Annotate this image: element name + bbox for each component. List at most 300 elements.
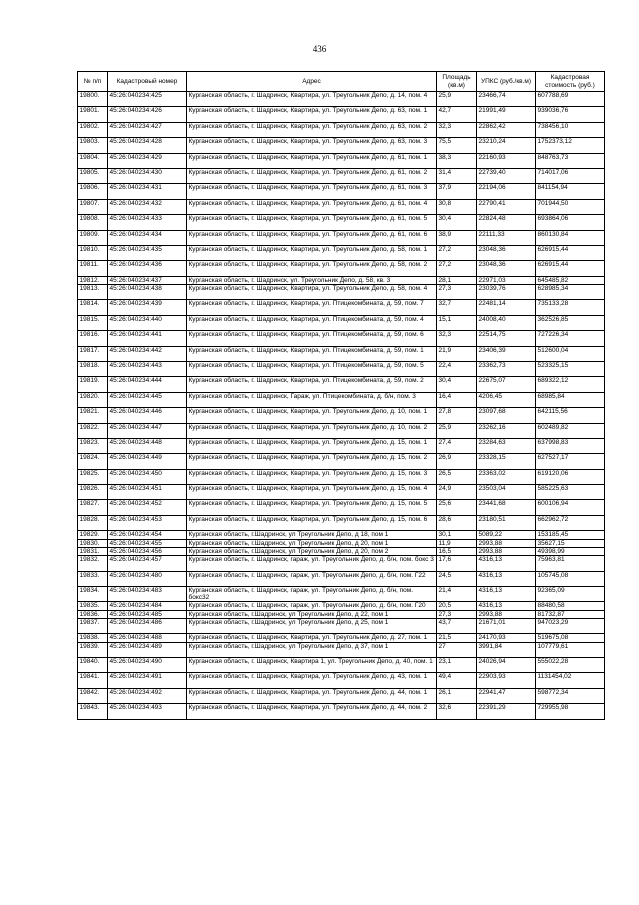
header-row-number: № п/п [78, 72, 108, 92]
cell-upks: 21991,49 [477, 107, 536, 122]
cell-cadastral-value: 841154,94 [536, 184, 605, 199]
cell-row-number: 19827. [78, 500, 108, 515]
cell-upks: 22941,47 [477, 688, 536, 703]
cell-cadastral-number: 45:26:040234:425 [108, 92, 187, 107]
cell-row-number: 19831. [78, 547, 108, 555]
cell-cadastral-number: 45:26:040234:457 [108, 556, 187, 571]
cell-address: Курганская область, г. Шадринск, Квартира, ул. Птицекомбината, д. 59, пом. 6 [187, 331, 437, 346]
cell-area: 32,6 [437, 704, 477, 719]
cell-cadastral-number: 45:26:040234:491 [108, 673, 187, 688]
cell-area: 27,2 [437, 261, 477, 276]
cell-row-number: 19802. [78, 122, 108, 137]
cell-cadastral-number: 45:26:040234:439 [108, 300, 187, 315]
cell-cadastral-value: 729955,98 [536, 704, 605, 719]
cell-area: 26,1 [437, 688, 477, 703]
cell-row-number: 19826. [78, 485, 108, 500]
cell-cadastral-value: 523325,15 [536, 361, 605, 376]
cell-address: Курганская область, г. Шадринск, Квартира, ул. Треугольник Депо, д. 43, пом. 1 [187, 673, 437, 688]
cell-area: 21,9 [437, 346, 477, 361]
table-row [78, 408, 605, 423]
cell-cadastral-number: 45:26:040234:448 [108, 438, 187, 453]
table-row [78, 618, 605, 633]
cell-row-number: 19819. [78, 377, 108, 392]
cell-area: 42,7 [437, 107, 477, 122]
cell-area: 30,4 [437, 377, 477, 392]
cell-cadastral-value: 848763,73 [536, 153, 605, 168]
cell-row-number: 19840. [78, 657, 108, 672]
cell-address: Курганская область, г. Шадринск, Квартира, ул. Треугольник Депо, д. 27, пом. 1 [187, 634, 437, 642]
cell-cadastral-value: 689322,12 [536, 377, 605, 392]
cadastral-value-table [77, 71, 605, 720]
cell-cadastral-number: 45:26:040234:489 [108, 642, 187, 657]
table-row [78, 300, 605, 315]
cell-address: Курганская область, г. Шадринск, Квартира, ул. Треугольник Депо, д. 10, пом. 1 [187, 408, 437, 423]
cell-cadastral-value: 714017,06 [536, 168, 605, 183]
table-row [78, 642, 605, 657]
cell-address: Курганская область, г. Шадринск, Квартира, ул. Треугольник Депо, д. 15, пом. 3 [187, 469, 437, 484]
cell-cadastral-number: 45:26:040234:430 [108, 168, 187, 183]
cell-area: 43,7 [437, 618, 477, 633]
cell-cadastral-value: 1752373,12 [536, 138, 605, 153]
cell-row-number: 19816. [78, 331, 108, 346]
cell-row-number: 19806. [78, 184, 108, 199]
cell-cadastral-number: 45:26:040234:490 [108, 657, 187, 672]
cell-cadastral-number: 45:26:040234:446 [108, 408, 187, 423]
table-row [78, 230, 605, 245]
cell-cadastral-number: 45:26:040234:432 [108, 199, 187, 214]
cell-area: 38,3 [437, 153, 477, 168]
cell-area: 25,6 [437, 500, 477, 515]
cell-cadastral-number: 45:26:040234:449 [108, 454, 187, 469]
cell-cadastral-number: 45:26:040234:441 [108, 331, 187, 346]
table-row [78, 485, 605, 500]
cell-area: 27,4 [437, 438, 477, 453]
cell-cadastral-number: 45:26:040234:488 [108, 634, 187, 642]
cell-area: 11,9 [437, 539, 477, 547]
cell-cadastral-number: 45:26:040234:443 [108, 361, 187, 376]
cell-area: 24,9 [437, 485, 477, 500]
table-row [78, 634, 605, 642]
cell-upks: 23048,36 [477, 245, 536, 260]
cell-row-number: 19821. [78, 408, 108, 423]
cell-cadastral-number: 45:26:040234:437 [108, 276, 187, 284]
cell-upks: 5089,22 [477, 531, 536, 539]
cell-address: Курганская область, г. Шадринск, Квартира, ул. Треугольник Депо, д. 58, пом. 1 [187, 245, 437, 260]
cell-address: Курганская область, г. Шадринск, Гараж, ул. Птицекомбината, д. б/н, пом. 3 [187, 392, 437, 407]
cell-cadastral-value: 35627,15 [536, 539, 605, 547]
table-row [78, 315, 605, 330]
table-row [78, 556, 605, 571]
cell-cadastral-value: 642115,56 [536, 408, 605, 423]
cell-upks: 23039,76 [477, 284, 536, 299]
cell-row-number: 19829. [78, 531, 108, 539]
cell-cadastral-value: 519675,08 [536, 634, 605, 642]
header-area: Площадь (кв.м) [437, 72, 477, 92]
header-cadastral-value: Кадастровая стоимость (руб.) [536, 72, 605, 92]
cell-cadastral-value: 602489,82 [536, 423, 605, 438]
table-header [78, 72, 605, 92]
cell-cadastral-value: 585225,63 [536, 485, 605, 500]
cell-row-number: 19828. [78, 515, 108, 530]
cell-upks: 22391,29 [477, 704, 536, 719]
cell-cadastral-number: 45:26:040234:450 [108, 469, 187, 484]
table-row [78, 586, 605, 601]
cell-address: Курганская область, г. Шадринск, Квартира, ул. Треугольник Депо, д. 10, пом. 2 [187, 423, 437, 438]
cell-cadastral-value: 81732,87 [536, 610, 605, 618]
cell-address: Курганская область, г. Шадринск, Квартира, ул. Треугольник Депо, д. 63, пом. 2 [187, 122, 437, 137]
cell-row-number: 19804. [78, 153, 108, 168]
cell-cadastral-value: 88480,58 [536, 602, 605, 610]
cell-cadastral-number: 45:26:040234:438 [108, 284, 187, 299]
cell-address: Курганская область, г. Шадринск, Квартира, ул. Треугольник Депо, д. 15, пом. 5 [187, 500, 437, 515]
table-body [78, 92, 605, 720]
cell-area: 17,6 [437, 556, 477, 571]
cell-row-number: 19800. [78, 92, 108, 107]
cell-address: Курганская область, г. Шадринск, гараж, ул. Треугольник Депо, д. б/н, пом. бокс 3 [187, 556, 437, 571]
cell-area: 24,5 [437, 571, 477, 586]
cell-cadastral-value: 662962,72 [536, 515, 605, 530]
cell-area: 27,3 [437, 284, 477, 299]
table-row [78, 138, 605, 153]
cell-upks: 22111,33 [477, 230, 536, 245]
cell-upks: 2993,88 [477, 539, 536, 547]
cell-row-number: 19805. [78, 168, 108, 183]
cell-address: Курганская область, г. Шадринск, Квартира, ул. Треугольник Депо, д. 61, пом. 5 [187, 215, 437, 230]
cell-upks: 4316,13 [477, 602, 536, 610]
cell-cadastral-value: 947023,29 [536, 618, 605, 633]
cell-row-number: 19835. [78, 602, 108, 610]
cell-address: Курганская область, г. Шадринск, Квартира, ул. Птицекомбината, д. 59, пом. 4 [187, 315, 437, 330]
table-row [78, 438, 605, 453]
cell-cadastral-value: 727226,34 [536, 331, 605, 346]
table-row [78, 284, 605, 299]
cell-cadastral-value: 607788,69 [536, 92, 605, 107]
cell-address: Курганская область, г. Шадринск, Квартира, ул. Треугольник Депо, д. 58, пом. 2 [187, 261, 437, 276]
cell-cadastral-number: 45:26:040234:444 [108, 377, 187, 392]
cell-address: Курганская область, г.Шадринск, ул Треугольник Депо, д 20, пом 2 [187, 547, 437, 555]
cell-upks: 22514,75 [477, 331, 536, 346]
cell-upks: 22481,14 [477, 300, 536, 315]
cell-address: Курганская область, г. Шадринск, гараж, ул. Треугольник Депо, д. б/н, пом. Г20 [187, 602, 437, 610]
cell-area: 23,1 [437, 657, 477, 672]
table-row [78, 276, 605, 284]
cell-area: 27,2 [437, 245, 477, 260]
cell-address: Курганская область, г. Шадринск, Квартира, ул. Треугольник Депо, д. 63, пом. 1 [187, 107, 437, 122]
cell-address: Курганская область, г. Шадринск, Квартира 1, ул. Треугольник Депо, д. 40, пом. 1 [187, 657, 437, 672]
cell-upks: 22862,42 [477, 122, 536, 137]
cell-address: Курганская область, г. Шадринск, Квартира, ул. Птицекомбината, д. 59, пом. 2 [187, 377, 437, 392]
cell-cadastral-number: 45:26:040234:486 [108, 618, 187, 633]
cell-address: Курганская область, г.Шадринск, ул Треугольник Депо, д 25, пом 1 [187, 618, 437, 633]
cell-cadastral-value: 92365,09 [536, 586, 605, 601]
table-row [78, 392, 605, 407]
table-row [78, 107, 605, 122]
cell-cadastral-value: 153185,45 [536, 531, 605, 539]
cell-cadastral-number: 45:26:040234:455 [108, 539, 187, 547]
cell-upks: 23363,02 [477, 469, 536, 484]
header-upks: УПКС (руб./кв.м) [477, 72, 536, 92]
cell-cadastral-number: 45:26:040234:442 [108, 346, 187, 361]
cell-area: 49,4 [437, 673, 477, 688]
cell-upks: 23048,36 [477, 261, 536, 276]
table-row [78, 346, 605, 361]
cell-upks: 22739,40 [477, 168, 536, 183]
cell-row-number: 19842. [78, 688, 108, 703]
cell-row-number: 19807. [78, 199, 108, 214]
cell-cadastral-number: 45:26:040234:456 [108, 547, 187, 555]
cell-upks: 23097,68 [477, 408, 536, 423]
cell-upks: 23284,63 [477, 438, 536, 453]
cell-cadastral-value: 512600,04 [536, 346, 605, 361]
table-row [78, 377, 605, 392]
cell-area: 25,9 [437, 423, 477, 438]
cell-address: Курганская область, г. Шадринск, Квартира, ул. Треугольник Депо, д. 61, пом. 3 [187, 184, 437, 199]
cell-upks: 24008,40 [477, 315, 536, 330]
cell-upks: 23328,15 [477, 454, 536, 469]
cell-area: 30,1 [437, 531, 477, 539]
cell-row-number: 19830. [78, 539, 108, 547]
cell-row-number: 19809. [78, 230, 108, 245]
cell-upks: 24026,94 [477, 657, 536, 672]
table-row [78, 215, 605, 230]
cell-row-number: 19825. [78, 469, 108, 484]
cell-cadastral-number: 45:26:040234:452 [108, 500, 187, 515]
cell-address: Курганская область, г.Шадринск, ул Треугольник Депо, д 22, пом 1 [187, 610, 437, 618]
cell-cadastral-value: 735133,28 [536, 300, 605, 315]
table-row [78, 515, 605, 530]
cell-address: Курганская область, г. Шадринск, Квартира, ул. Треугольник Депо, д. 15, пом. 6 [187, 515, 437, 530]
cell-cadastral-number: 45:26:040234:434 [108, 230, 187, 245]
cell-upks: 4316,13 [477, 571, 536, 586]
cell-row-number: 19810. [78, 245, 108, 260]
cell-upks: 2993,88 [477, 547, 536, 555]
header-cadastral-number: Кадастровый номер [108, 72, 187, 92]
cell-upks: 23210,24 [477, 138, 536, 153]
table-row [78, 610, 605, 618]
cell-upks: 23180,51 [477, 515, 536, 530]
cell-address: Курганская область, г. Шадринск, ул. Треугольник Депо, д. 58, кв. 3 [187, 276, 437, 284]
cell-cadastral-value: 645485,82 [536, 276, 605, 284]
cell-row-number: 19839. [78, 642, 108, 657]
cell-cadastral-number: 45:26:040234:453 [108, 515, 187, 530]
cell-area: 32,3 [437, 331, 477, 346]
cell-row-number: 19834. [78, 586, 108, 601]
cell-cadastral-value: 637998,83 [536, 438, 605, 453]
cell-cadastral-value: 627527,17 [536, 454, 605, 469]
cell-row-number: 19803. [78, 138, 108, 153]
header-row [78, 72, 605, 92]
cell-cadastral-number: 45:26:040234:451 [108, 485, 187, 500]
table-row [78, 331, 605, 346]
table-row [78, 657, 605, 672]
cell-cadastral-number: 45:26:040234:492 [108, 688, 187, 703]
cell-upks: 4316,13 [477, 556, 536, 571]
cell-address: Курганская область, г.Шадринск, ул Треугольник Депо, д 37, пом 1 [187, 642, 437, 657]
cell-cadastral-number: 45:26:040234:436 [108, 261, 187, 276]
cell-address: Курганская область, г. Шадринск, Квартира, ул. Треугольник Депо, д. 63, пом. 3 [187, 138, 437, 153]
cell-area: 32,7 [437, 300, 477, 315]
cell-upks: 23503,04 [477, 485, 536, 500]
table-row [78, 92, 605, 107]
cell-area: 20,5 [437, 602, 477, 610]
cell-row-number: 19838. [78, 634, 108, 642]
cell-cadastral-number: 45:26:040234:428 [108, 138, 187, 153]
cell-area: 16,5 [437, 547, 477, 555]
cell-area: 38,9 [437, 230, 477, 245]
cell-upks: 23406,39 [477, 346, 536, 361]
cell-cadastral-value: 598772,34 [536, 688, 605, 703]
cell-address: Курганская область, г. Шадринск, Квартира, ул. Треугольник Депо, д. 14, пом. 4 [187, 92, 437, 107]
cell-area: 31,4 [437, 168, 477, 183]
table-row [78, 199, 605, 214]
cell-cadastral-value: 626915,44 [536, 261, 605, 276]
cell-cadastral-value: 1131454,02 [536, 673, 605, 688]
cell-address: Курганская область, г. Шадринск, Квартира, ул. Треугольник Депо, д. 44, пом. 1 [187, 688, 437, 703]
cell-cadastral-number: 45:26:040234:440 [108, 315, 187, 330]
cell-cadastral-number: 45:26:040234:484 [108, 602, 187, 610]
cell-address: Курганская область, г. Шадринск, Квартира, ул. Треугольник Депо, д. 15, пом. 2 [187, 454, 437, 469]
cell-upks: 2993,88 [477, 610, 536, 618]
cell-upks: 23262,16 [477, 423, 536, 438]
cell-cadastral-number: 45:26:040234:445 [108, 392, 187, 407]
cell-cadastral-value: 738456,10 [536, 122, 605, 137]
cell-area: 27,8 [437, 408, 477, 423]
cell-address: Курганская область, г. Шадринск, Квартира, ул. Треугольник Депо, д. 15, пом. 1 [187, 438, 437, 453]
cell-upks: 24170,93 [477, 634, 536, 642]
cell-upks: 4206,45 [477, 392, 536, 407]
cell-cadastral-number: 45:26:040234:431 [108, 184, 187, 199]
cell-address: Курганская область, г. Шадринск, Квартира, ул. Треугольник Депо, д. 15, пом. 4 [187, 485, 437, 500]
table-row [78, 531, 605, 539]
cell-row-number: 19824. [78, 454, 108, 469]
cell-address: Курганская область, г. Шадринск, Квартира, ул. Треугольник Депо, д. 58, пом. 4 [187, 284, 437, 299]
table-row [78, 539, 605, 547]
cell-area: 27 [437, 642, 477, 657]
cell-address: Курганская область, г. Шадринск, Квартира, ул. Треугольник Депо, д. 61, пом. 6 [187, 230, 437, 245]
cell-upks: 23362,73 [477, 361, 536, 376]
cell-cadastral-number: 45:26:040234:426 [108, 107, 187, 122]
cell-upks: 22675,07 [477, 377, 536, 392]
table-row [78, 673, 605, 688]
cell-address: Курганская область, г. Шадринск, Квартира, ул. Птицекомбината, д. 59, пом. 7 [187, 300, 437, 315]
cell-cadastral-value: 939036,76 [536, 107, 605, 122]
cell-row-number: 19815. [78, 315, 108, 330]
cell-area: 27,3 [437, 610, 477, 618]
cell-row-number: 19836. [78, 610, 108, 618]
cell-row-number: 19841. [78, 673, 108, 688]
cell-area: 37,9 [437, 184, 477, 199]
cell-upks: 4316,13 [477, 586, 536, 601]
cell-cadastral-number: 45:26:040234:435 [108, 245, 187, 260]
table-row [78, 122, 605, 137]
cell-address: Курганская область, г. Шадринск, Квартира, ул. Треугольник Депо, д. 61, пом. 2 [187, 168, 437, 183]
cell-area: 75,5 [437, 138, 477, 153]
cell-area: 21,5 [437, 634, 477, 642]
cell-cadastral-value: 362526,85 [536, 315, 605, 330]
table-row [78, 602, 605, 610]
cell-upks: 22824,48 [477, 215, 536, 230]
cell-upks: 22194,06 [477, 184, 536, 199]
table-row [78, 454, 605, 469]
cell-upks: 23466,74 [477, 92, 536, 107]
cell-cadastral-value: 555022,28 [536, 657, 605, 672]
cell-address: Курганская область, г. Шадринск, гараж, ул. Треугольник Депо, д. б/н, пом. бокс32 [187, 586, 437, 601]
cell-row-number: 19813. [78, 284, 108, 299]
table-row [78, 571, 605, 586]
cell-cadastral-value: 693864,06 [536, 215, 605, 230]
cell-row-number: 19817. [78, 346, 108, 361]
cell-row-number: 19832. [78, 556, 108, 571]
cell-address: Курганская область, г. Шадринск, Квартира, ул. Треугольник Депо, д. 61, пом. 1 [187, 153, 437, 168]
cell-upks: 3991,84 [477, 642, 536, 657]
cell-row-number: 19833. [78, 571, 108, 586]
page-number: 436 [312, 44, 327, 54]
table-row [78, 153, 605, 168]
cell-address: Курганская область, г. Шадринск, Квартира, ул. Треугольник Депо, д. 44, пом. 2 [187, 704, 437, 719]
cell-area: 25,9 [437, 92, 477, 107]
cell-address: Курганская область, г.Шадринск, ул Треугольник Депо, д 20, пом 1 [187, 539, 437, 547]
cell-area: 21,4 [437, 586, 477, 601]
table-row [78, 688, 605, 703]
cell-upks: 22903,93 [477, 673, 536, 688]
table-row [78, 704, 605, 719]
cell-cadastral-number: 45:26:040234:480 [108, 571, 187, 586]
cell-row-number: 19801. [78, 107, 108, 122]
cell-row-number: 19820. [78, 392, 108, 407]
cell-cadastral-value: 626915,44 [536, 245, 605, 260]
cell-cadastral-value: 107779,61 [536, 642, 605, 657]
cell-cadastral-number: 45:26:040234:483 [108, 586, 187, 601]
header-address: Адрес [187, 72, 437, 92]
cell-area: 30,8 [437, 199, 477, 214]
cell-row-number: 19808. [78, 215, 108, 230]
cell-cadastral-value: 860130,84 [536, 230, 605, 245]
cell-cadastral-value: 49398,99 [536, 547, 605, 555]
cell-row-number: 19811. [78, 261, 108, 276]
cell-cadastral-value: 701944,50 [536, 199, 605, 214]
cell-cadastral-value: 68985,84 [536, 392, 605, 407]
cell-upks: 23441,68 [477, 500, 536, 515]
cell-address: Курганская область, г. Шадринск, Квартира, ул. Птицекомбината, д. 59, пом. 5 [187, 361, 437, 376]
cell-row-number: 19818. [78, 361, 108, 376]
cell-cadastral-value: 619120,06 [536, 469, 605, 484]
cell-address: Курганская область, г. Шадринск, гараж, ул. Треугольник Депо, д. б/н, пом. Г22 [187, 571, 437, 586]
cell-row-number: 19843. [78, 704, 108, 719]
cell-row-number: 19822. [78, 423, 108, 438]
cell-row-number: 19812. [78, 276, 108, 284]
cell-address: Курганская область, г.Шадринск, ул Треугольник Депо, д 18, пом 1 [187, 531, 437, 539]
table-row [78, 361, 605, 376]
table-row [78, 500, 605, 515]
cell-area: 26,9 [437, 454, 477, 469]
cell-cadastral-value: 105745,08 [536, 571, 605, 586]
table-row [78, 168, 605, 183]
cell-area: 16,4 [437, 392, 477, 407]
table-row [78, 423, 605, 438]
cell-area: 22,4 [437, 361, 477, 376]
cell-cadastral-number: 45:26:040234:454 [108, 531, 187, 539]
cell-row-number: 19837. [78, 618, 108, 633]
cell-cadastral-value: 600106,94 [536, 500, 605, 515]
cell-upks: 22971,03 [477, 276, 536, 284]
cell-row-number: 19823. [78, 438, 108, 453]
cell-cadastral-number: 45:26:040234:447 [108, 423, 187, 438]
cell-cadastral-value: 628985,34 [536, 284, 605, 299]
table-row [78, 261, 605, 276]
cell-address: Курганская область, г. Шадринск, Квартира, ул. Треугольник Депо, д. 61, пом. 4 [187, 199, 437, 214]
cell-upks: 22790,41 [477, 199, 536, 214]
cell-area: 26,5 [437, 469, 477, 484]
